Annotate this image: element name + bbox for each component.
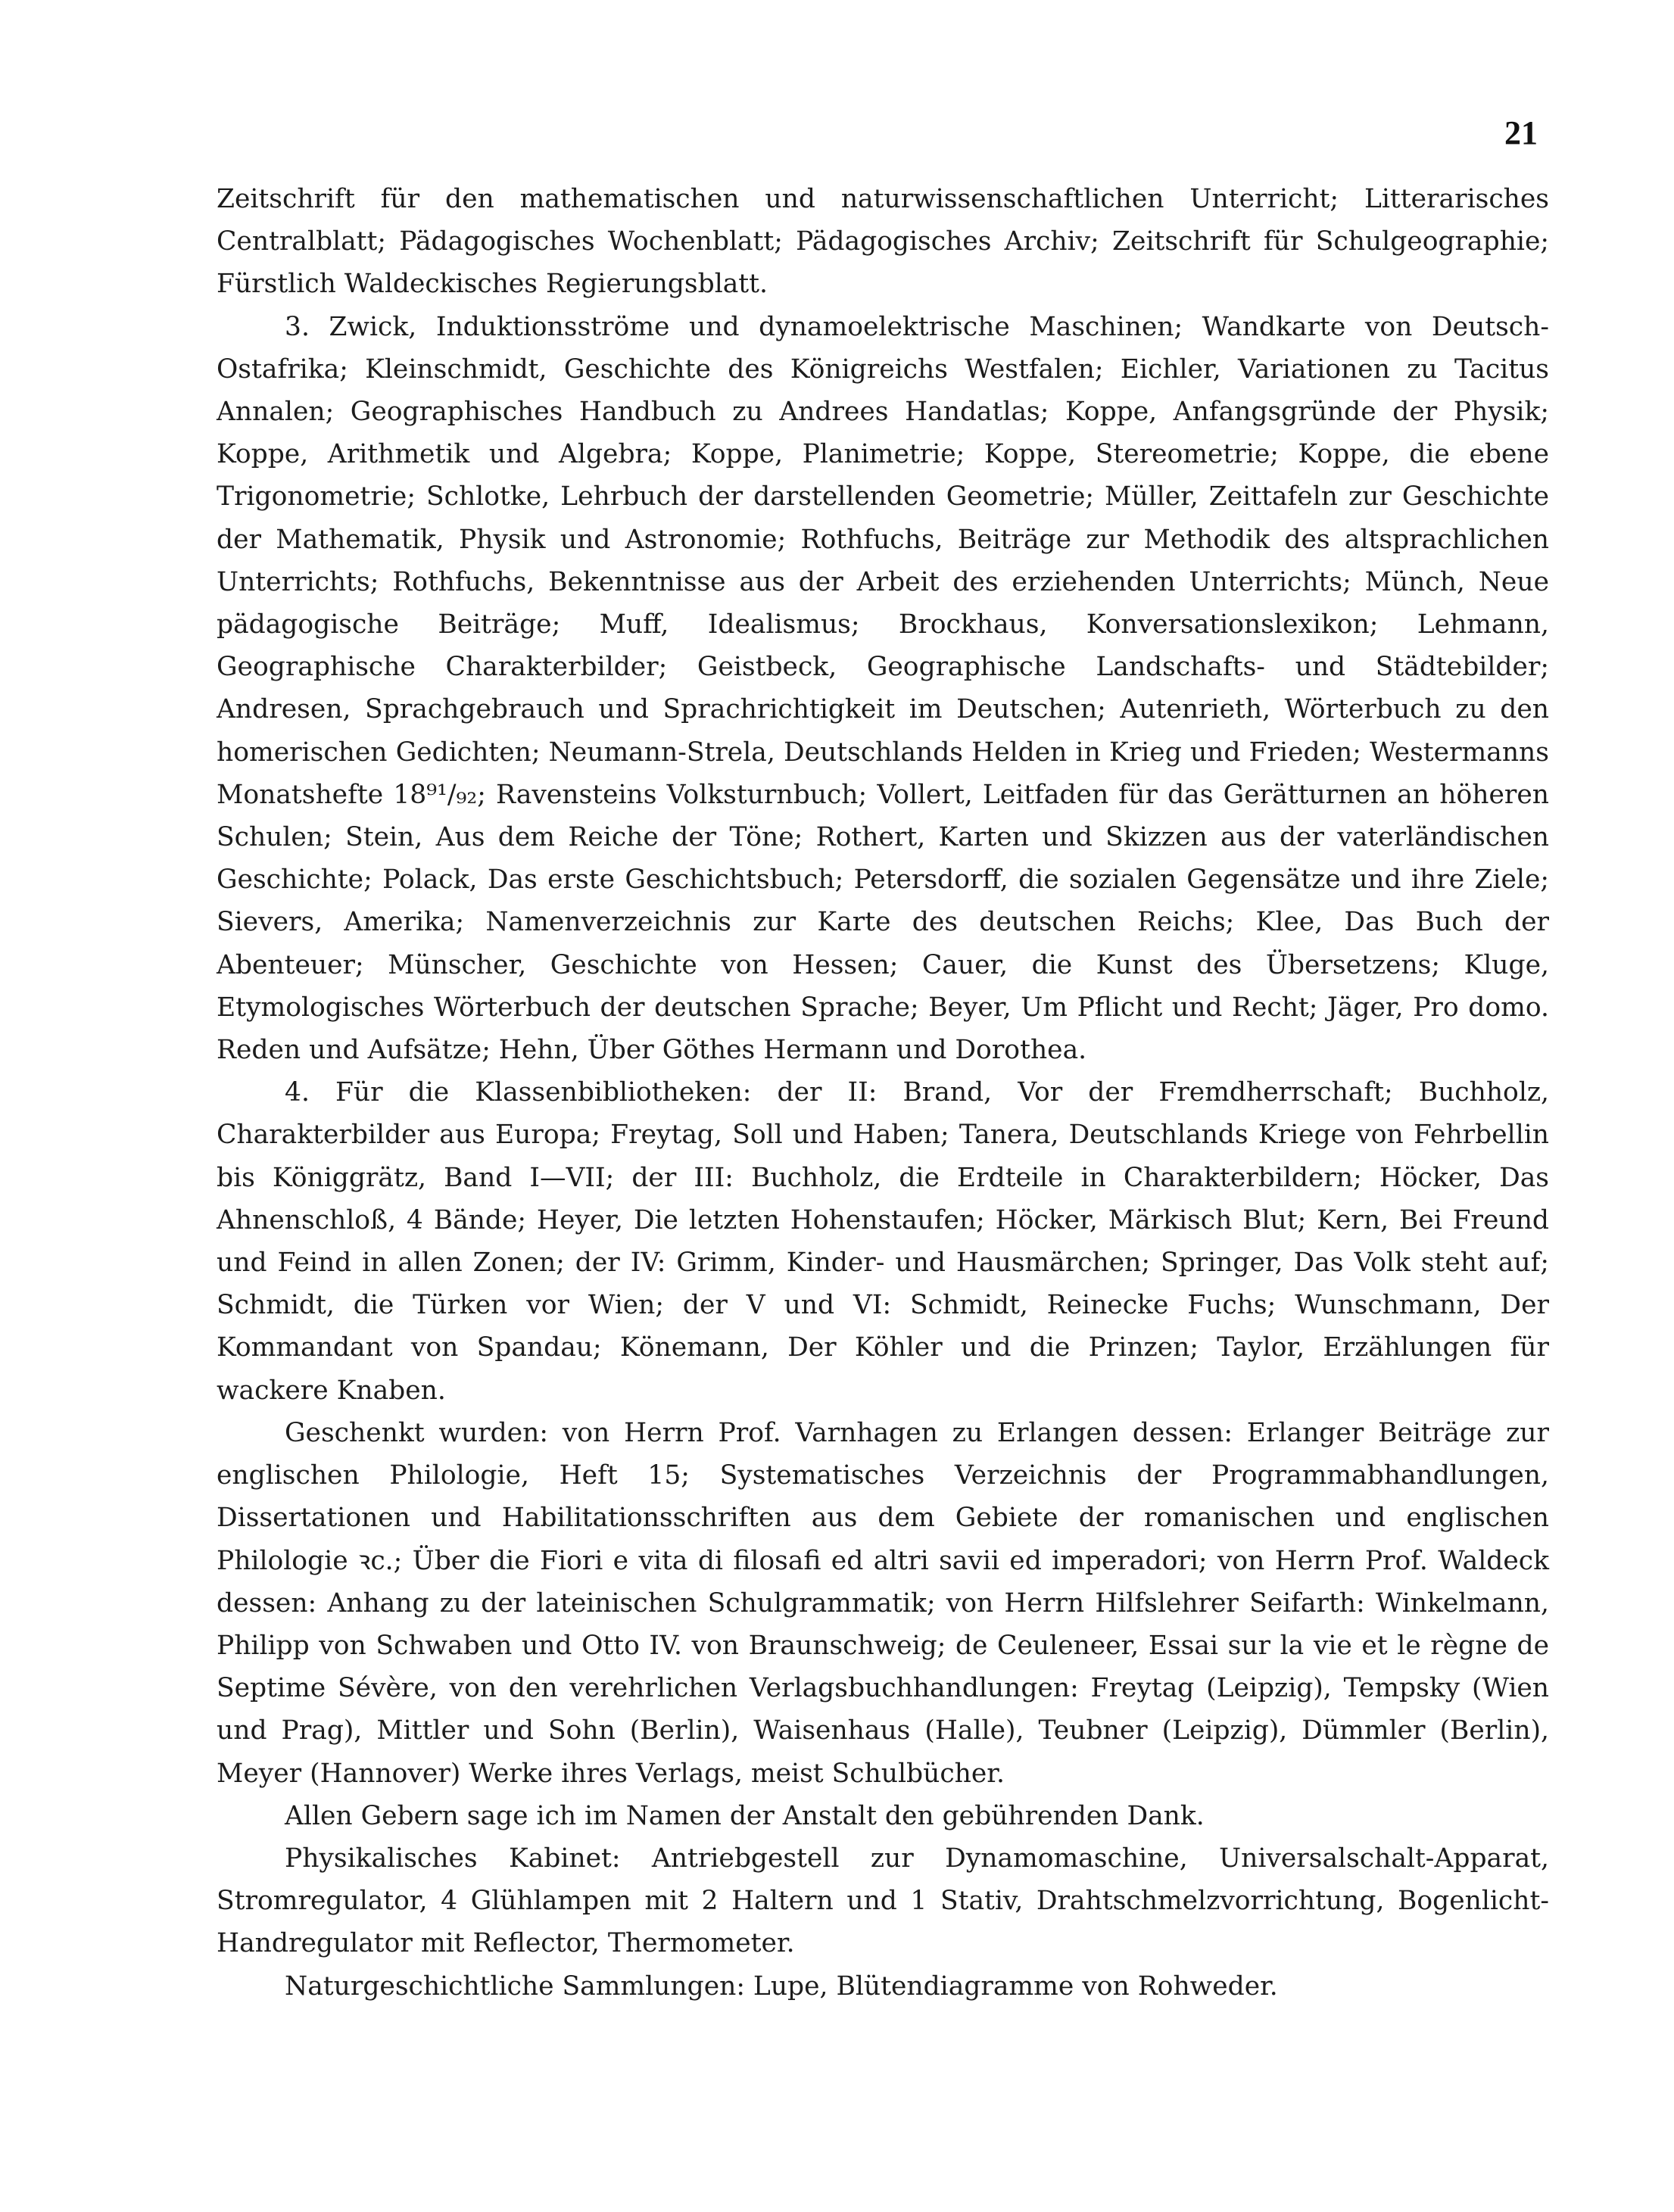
paragraph-physics-cabinet: Physikalisches Kabinet: Antriebgestell zur Dynamomaschine, Universalschalt-Apparat, Stromregulator, 4 Glühlampen mit 2 Haltern und 1 Stativ, Drahtschmelzvorrichtung, Bogenlicht-Handregulator mit Reflector, Thermometer. bbox=[217, 1843, 1549, 1959]
paragraph-item-4: 4. Für die Klassenbibliotheken: der II: Brand, Vor der Fremdherrschaft; Buchholz, Charakterbilder aus Europa; Freytag, Soll und Haben; Tanera, Deutschlands Kriege von Fehrbellin bis Königgrätz, Band I—VII; der III: Buchholz, die Erdteile in Charakterbildern; Höcker, Das Ahnenschloß, 4 Bände; Heyer, Die letzten Hohenstaufen; Höcker, Märkisch Blut; Kern, Bei Freund und Feind in allen Zonen; der IV: Grimm, Kinder- und Hausmärchen; Springer, Das Volk steht auf; Schmidt, die Türken vor Wien; der V und VI: Schmidt, Reinecke Fuchs; Wunschmann, Der Kommandant von Spandau; Könemann, Der Köhler und die Prinzen; Taylor, Erzählungen für wackere Knaben. bbox=[217, 1077, 1549, 1406]
page-number: 21 bbox=[1504, 114, 1538, 151]
paragraph-item-3: 3. Zwick, Induktionsströme und dynamoelektrische Maschinen; Wandkarte von Deutsch-Ostafrika; Kleinschmidt, Geschichte des Königreichs Westfalen; Eichler, Variationen zu Tacitus Annalen; Geographisches Handbuch zu Andrees Handatlas; Koppe, Anfangsgründe der Physik; Koppe, Arithmetik und Algebra; Koppe, Planimetrie; Koppe, Stereometrie; Koppe, die ebene Trigonometrie; Schlotke, Lehrbuch der darstellenden Geometrie; Müller, Zeittafeln zur Geschichte der Mathematik, Physik und Astronomie; Rothfuchs, Beiträge zur Methodik des altsprachlichen Unterrichts; Rothfuchs, Bekenntnisse aus der Arbeit des erziehenden Unterrichts; Münch, Neue pädagogische Beiträge; Muff, Idealismus; Brockhaus, Konversationslexikon; Lehmann, Geographische Charakterbilder; Geistbeck, Geographische Landschafts- und Städtebilder; Andresen, Sprachgebrauch und Sprachrichtigkeit im Deutschen; Autenrieth, Wörterbuch zu den homerischen Gedichten; Neumann-Strela, Deutschlands Helden in Krieg und Frieden; Westermanns Monatshefte 18⁹¹/₉₂; Ravensteins Volksturnbuch; Vollert, Leitfaden für das Gerätturnen an höheren Schulen; Stein, Aus dem Reiche der Töne; Rothert, Karten und Skizzen aus der vaterländischen Geschichte; Polack, Das erste Geschichtsbuch; Petersdorff, die sozialen Gegensätze und ihre Ziele; Sievers, Amerika; Namenverzeichnis zur Karte des deutschen Reichs; Klee, Das Buch der Abenteuer; Münscher, Geschichte von Hessen; Cauer, die Kunst des Übersetzens; Kluge, Etymologisches Wörterbuch der deutschen Sprache; Beyer, Um Pflicht und Recht; Jäger, Pro domo. Reden und Aufsätze; Hehn, Über Göthes Hermann und Dorothea. bbox=[217, 311, 1549, 1066]
paragraph-natural-history: Naturgeschichtliche Sammlungen: Lupe, Blütendiagramme von Rohweder. bbox=[285, 1971, 1278, 2002]
body-text bbox=[217, 178, 1549, 2008]
paragraph-gifts: Geschenkt wurden: von Herrn Prof. Varnhagen zu Erlangen dessen: Erlanger Beiträge zur englischen Philologie, Heft 15; Systematisches Verzeichnis der Programmabhandlungen, Dissertationen und Habilitationsschriften aus dem Gebiete der romanischen und englischen Philologie ꝛc.; Über die Fiori e vita di filosafi ed altri savii ed imperadori; von Herrn Prof. Waldeck dessen: Anhang zu der lateinischen Schulgrammatik; von Herrn Hilfslehrer Seifarth: Winkelmann, Philipp von Schwaben und Otto IV. von Braunschweig; de Ceuleneer, Essai sur la vie et le règne de Septime Sévère, von den verehrlichen Verlagsbuchhandlungen: Freytag (Leipzig), Tempsky (Wien und Prag), Mittler und Sohn (Berlin), Waisenhaus (Halle), Teubner (Leipzig), Dümmler (Berlin), Meyer (Hannover) Werke ihres Verlags, meist Schulbücher. bbox=[217, 1417, 1549, 1789]
paragraph-journals-continued: Zeitschrift für den mathematischen und naturwissenschaftlichen Unterricht; Litterarisches Centralblatt; Pädagogisches Wochenblatt; Pädagogisches Archiv; Zeitschrift für Schulgeographie; Fürstlich Waldeckisches Regierungsblatt. bbox=[217, 184, 1549, 300]
paragraph-thanks: Allen Gebern sage ich im Namen der Anstalt den gebührenden Dank. bbox=[285, 1800, 1205, 1831]
